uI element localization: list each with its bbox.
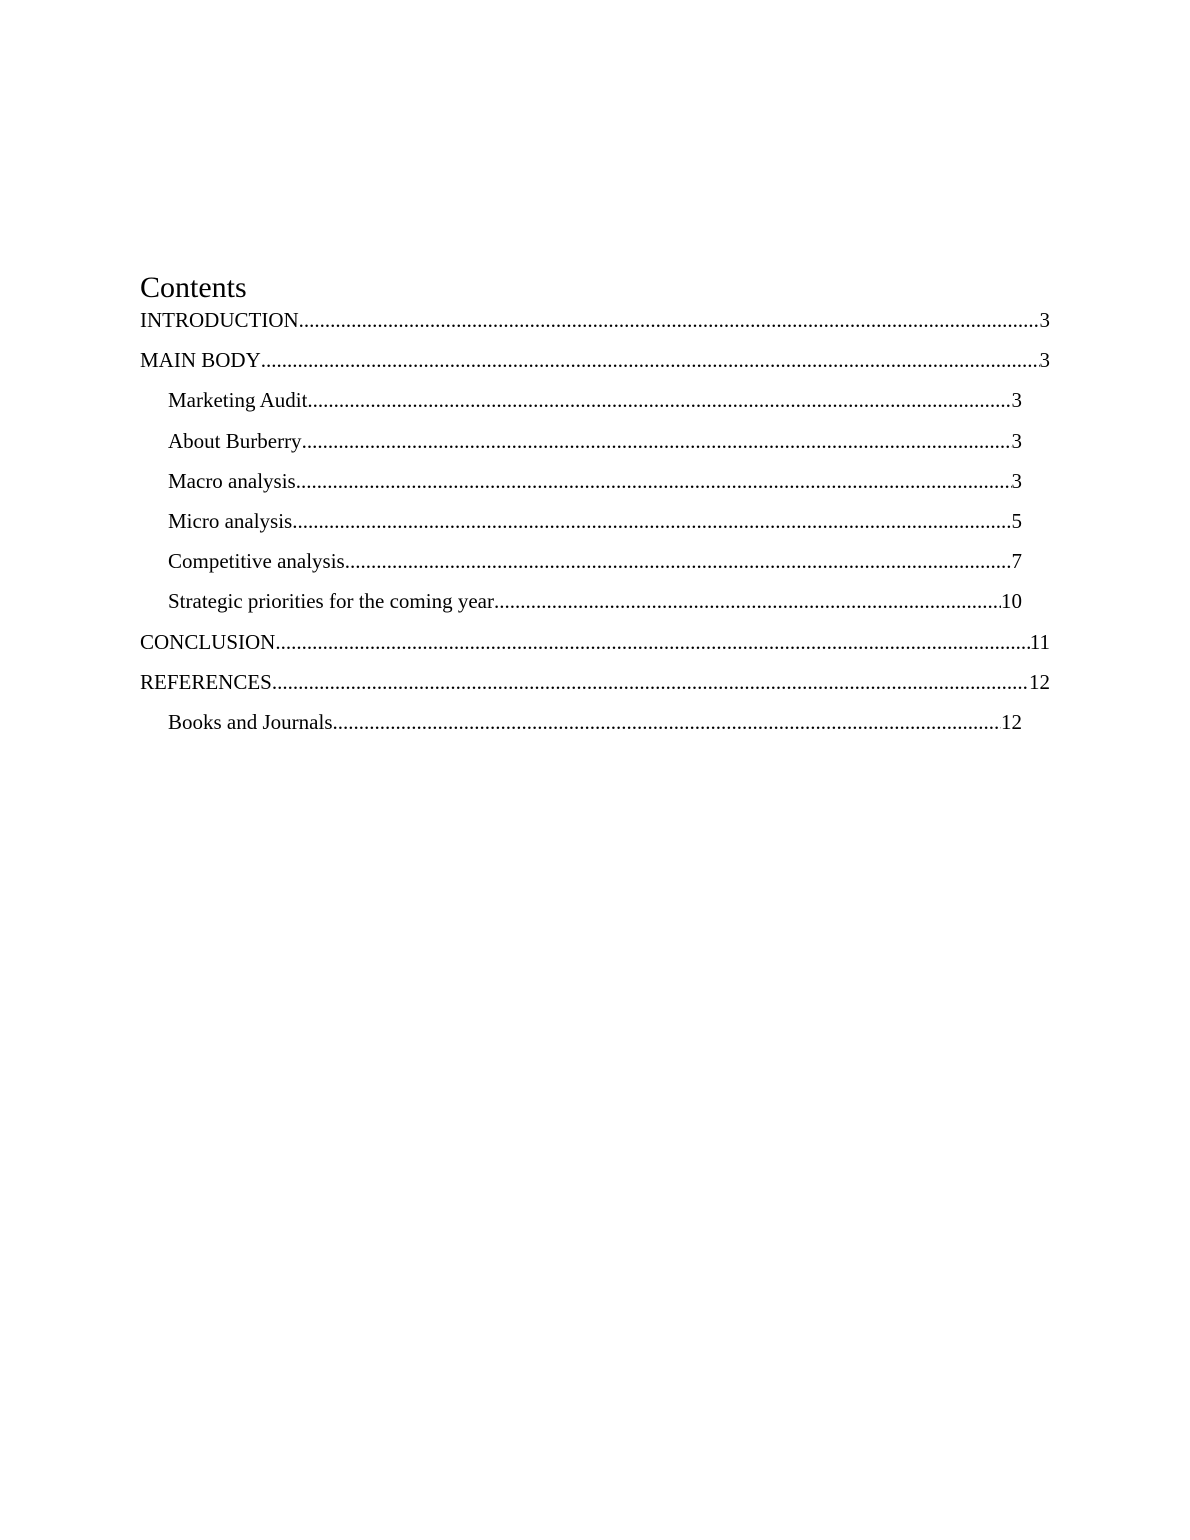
table-of-contents (140, 270, 1050, 750)
toc-entry-label: Macro analysis (168, 468, 296, 493)
toc-entry-main-body[interactable] (140, 348, 1050, 388)
toc-entry-label: INTRODUCTION (140, 308, 299, 332)
toc-dot-leader (302, 429, 1012, 453)
toc-dot-leader (296, 469, 1012, 493)
toc-page-number: 3 (1011, 388, 1022, 413)
toc-entry-competitive-analysis[interactable] (168, 549, 1022, 589)
toc-entry-label: About Burberry (168, 428, 302, 453)
toc-heading: Contents (140, 271, 247, 304)
toc-dot-leader (272, 670, 1029, 694)
toc-dot-leader (494, 589, 1001, 613)
toc-dot-leader (345, 549, 1012, 573)
toc-dot-leader (261, 348, 1040, 372)
toc-entry-marketing-audit[interactable] (168, 388, 1022, 428)
toc-dot-leader (292, 509, 1011, 533)
toc-entry-micro-analysis[interactable] (168, 509, 1022, 549)
toc-entry-macro-analysis[interactable] (168, 469, 1022, 509)
toc-entry-introduction[interactable] (140, 308, 1050, 348)
toc-page-number: 3 (1011, 428, 1022, 453)
toc-page-number: 11 (1029, 629, 1050, 654)
toc-page-number: 7 (1011, 549, 1022, 574)
toc-entry-label: MAIN BODY (140, 348, 261, 373)
toc-dot-leader (307, 388, 1011, 412)
toc-entry-label: Strategic priorities for the coming year (168, 589, 494, 614)
toc-page-number: 12 (1029, 669, 1050, 694)
toc-entry-references[interactable] (140, 670, 1050, 710)
toc-dot-leader (333, 710, 1002, 734)
toc-entry-label: Micro analysis (168, 508, 293, 533)
toc-page-number: 3 (1039, 308, 1050, 332)
toc-page-number: 12 (1001, 709, 1022, 734)
toc-page-number: 10 (1001, 589, 1022, 614)
toc-entry-books-and-journals[interactable] (168, 710, 1022, 750)
toc-page-number: 5 (1011, 508, 1022, 533)
toc-page-number: 3 (1039, 348, 1050, 373)
toc-entry-about-burberry[interactable] (168, 429, 1022, 469)
toc-entry-label: Competitive analysis (168, 549, 345, 574)
toc-entry-label: Books and Journals (168, 709, 333, 734)
toc-dot-leader (275, 630, 1029, 654)
toc-entry-label: REFERENCES (140, 669, 272, 694)
toc-entry-strategic-priorities[interactable] (168, 589, 1022, 629)
toc-entry-conclusion[interactable] (140, 630, 1050, 670)
toc-entry-label: Marketing Audit (168, 388, 308, 413)
toc-page-number: 3 (1011, 468, 1022, 493)
toc-dot-leader (299, 308, 1040, 332)
toc-list (140, 308, 1050, 750)
toc-entry-label: CONCLUSION (140, 629, 276, 654)
